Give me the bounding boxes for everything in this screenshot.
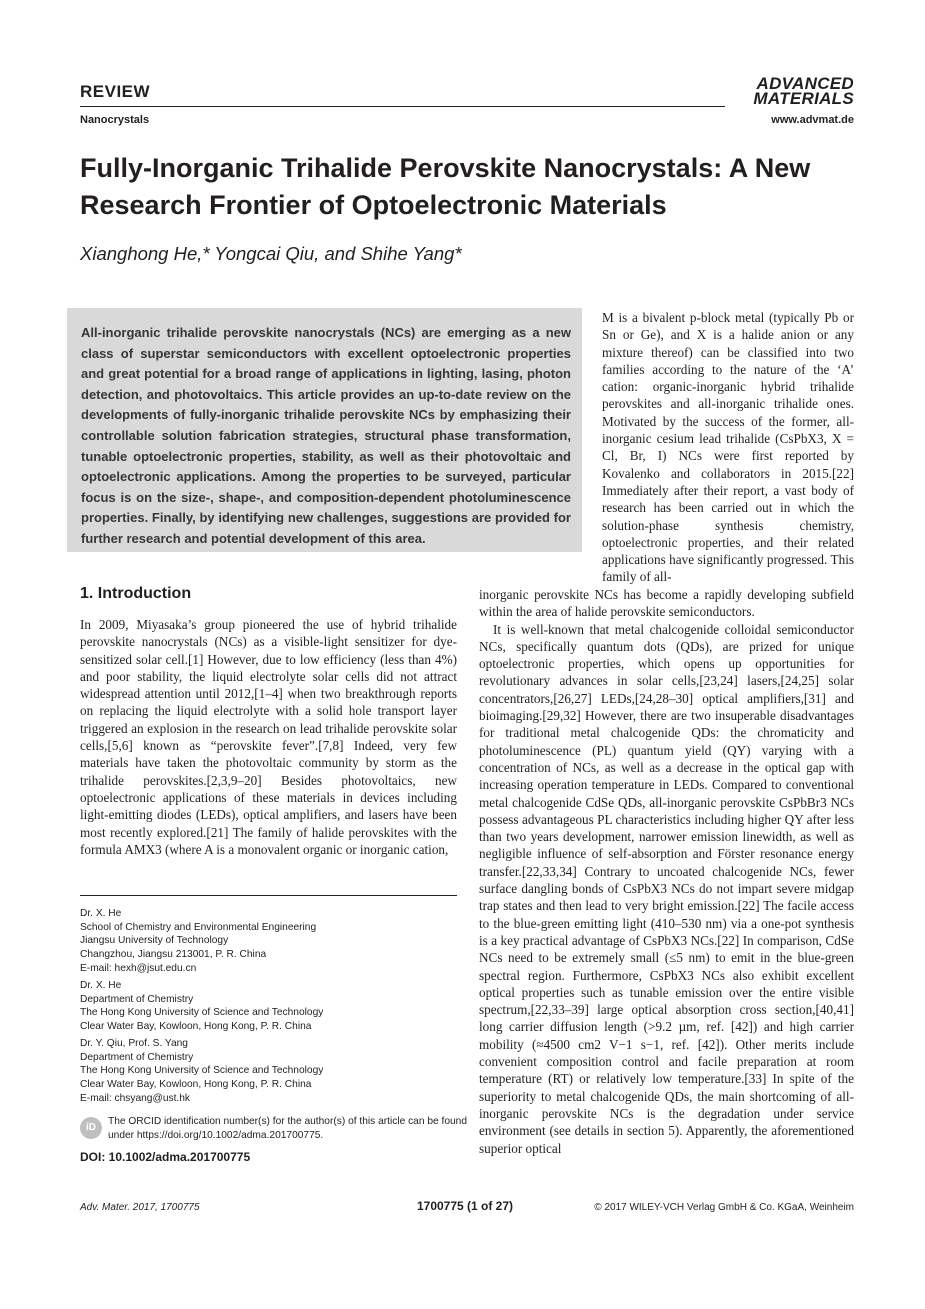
paragraph-chalcogenide-comparison: It is well-known that metal chalcogenide colloidal semiconductor NCs, specifically quantum dots (QDs), are prized for unique optoelectronic properties, which opens up opportunities for revolutionary advances in solar cells,[23,24] lasers,[24,25] solar concentrators,[26,27] LEDs,[24,28–30] optical amplifiers,[31] and bioimaging.[29,32] However, there are two insuperable disadvantages for traditional metal chalcogenide QDs: the chromaticity and photoluminescence (PL) quantum yield (QY) varying with a concentration of NCs, as well as a decrease in the optical gap with increasing operation temperature in LEDs. Compared to conventional metal chalcogenide CdSe QDs, all-inorganic perovskite CsPbBr3 NCs possess advantageous PL characteristics including higher QY after less than two years development, narrower emission linewidth, as well as negligible influence of self-absorption and Förster resonance energy transfer.[22,33,34] Contrary to uncoated chalcogenide NCs, fewer surface dangling bonds of CsPbX3 NCs do not impart severe midgap trap states and then lead to very bright emission.[22] The facile access to the blue-green emitting light (410–530 nm) via a one-pot synthesis is a key practical advantage of CsPbX3 NCs.[22] In comparison, CdSe NCs need to be extremely small (≤5 nm) to emit in the blue-green spectral region. Furthermore, CsPbX3 NCs also exhibit excellent optical properties such as tunable emission over the entire visible spectrum,[22,33–39] large optical absorption cross section,[40,41] long carrier diffusion length (>9.2 µm, ref. [42]) and high carrier mobility (≈4500 cm2 V−1 s−1, ref. [42]). Other merits include convenient composition control and facile preparation at room temperature (RT) or relatively low temperature.[33] In spite of the superiority to metal chalcogenide QDs, the main shortcoming of all-inorganic perovskite NCs is the degradation under service environment (see details in section 5). Apparently, the aforementioned superior optical xyxy=(479,621,854,1156)
affiliation-line: Clear Water Bay, Kowloon, Hong Kong, P. R. China xyxy=(80,1020,312,1032)
journal-logo xyxy=(728,76,854,106)
section-heading-introduction: 1. Introduction xyxy=(80,585,192,602)
affiliation-block xyxy=(80,1037,470,1106)
affiliation-email[interactable]: E-mail: hexh@jsut.edu.cn xyxy=(80,962,197,974)
affiliation-line: Changzhou, Jiangsu 213001, P. R. China xyxy=(80,949,267,961)
logo-line-2: MATERIALS xyxy=(753,89,854,108)
paragraph-introduction: In 2009, Miyasaka’s group pioneered the use of hybrid trihalide perovskite nanocrystals (NCs) as a visible-light sensitizer for dye-sensitized solar cell.[1] However, due to low efficiency (less than 4%) and poor stability, the liquid electrolyte solar cells did not attract widespread attention until 2012,[1–4] when two breakthrough reports on replacing the liquid electrolyte with a solid hole transport layer triggered an explosion in the research on lead trihalide perovskite solar cells,[5,6] known as “perovskite fever”.[7,8] Indeed, very few materials have taken the photovoltaic community by storm as the trihalide perovskites.[2,3,9–20] Besides photovoltaics, new optoelectronic applications of these materials in devices including light-emitting diodes (LEDs), optical amplifiers, and lasers have been most recently explored.[21] The family of halide perovskites with the formula AMX3 (where A is a monovalent organic or inorganic cation, xyxy=(80,617,457,857)
subsection-label: Nanocrystals xyxy=(80,114,150,126)
affiliation-line: Dr. Y. Qiu, Prof. S. Yang xyxy=(80,1037,188,1049)
affiliation-line: Dr. X. He xyxy=(80,979,122,991)
affiliation-block xyxy=(80,979,470,1034)
abstract-text: All-inorganic trihalide perovskite nanocrystals (NCs) are emerging as a new class of superstar semiconductors with excellent optoelectronic properties and great potential for a broad range of applications in lighting, lasing, photon detection, and photovoltaics. This article provides an up-to-date review on the developments of fully-inorganic trihalide perovskite NCs by emphasizing their controllable solution fabrication strategies, structural phase transformation, tunable optoelectronic properties, stability, as well as their photovoltaic and optoelectronic applications. Among the properties to be surveyed, particular focus is on the size-, shape-, and composition-dependent photoluminescence properties. Finally, by identifying new challenges, suggestions are provided for further research and potential development of this area. xyxy=(81,325,571,546)
article-title: Fully-Inorganic Trihalide Perovskite Nanocrystals: A New Research Frontier of Optoelectronic Materials xyxy=(80,153,811,220)
section-label: REVIEW xyxy=(80,82,151,101)
footer-copyright: © 2017 WILEY-VCH Verlag GmbH & Co. KGaA, Weinheim xyxy=(594,1202,854,1213)
affiliations xyxy=(80,907,470,1109)
footer-page-number: 1700775 (1 of 27) xyxy=(416,1199,514,1213)
affiliation-line: The Hong Kong University of Science and Technology xyxy=(80,1065,324,1077)
doi-link[interactable]: DOI: 10.1002/adma.201700775 xyxy=(80,1150,251,1164)
orcid-note: The ORCID identification number(s) for the author(s) of this article can be found under https://doi.org/10.1002/adma.201700775. xyxy=(108,1116,467,1141)
affiliation-block xyxy=(80,907,470,976)
affiliation-line: School of Chemistry and Environmental Engineering xyxy=(80,921,317,933)
affiliation-line: Department of Chemistry xyxy=(80,1051,194,1063)
orcid-icon[interactable]: iD xyxy=(80,1117,102,1139)
right-column-top xyxy=(602,309,854,586)
affiliation-line: Department of Chemistry xyxy=(80,993,194,1005)
affiliation-line: Jiangsu University of Technology xyxy=(80,935,229,947)
paragraph-continuation: inorganic perovskite NCs has become a rapidly developing subfield within the area of halide perovskite semiconductors. xyxy=(479,587,854,620)
right-column-body xyxy=(479,586,854,1157)
author-list: Xianghong He,* Yongcai Qiu, and Shihe Yang* xyxy=(80,243,462,264)
affiliation-line: Clear Water Bay, Kowloon, Hong Kong, P. R. China xyxy=(80,1079,312,1091)
header-rule xyxy=(80,106,725,107)
affiliation-line: The Hong Kong University of Science and Technology xyxy=(80,1007,324,1019)
affiliation-line: Dr. X. He xyxy=(80,908,122,919)
paragraph-cation-families: M is a bivalent p-block metal (typically Pb or Sn or Ge), and X is a halide anion or any mixture thereof) can be classified into two families according to the nature of the ‘A’ cation: organic-inorganic hybrid trihalide perovskites and all-inorganic trihalide ones. Motivated by the success of the former, all-inorganic cesium lead trihalide (CsPbX3, X = Cl, Br, I) NCs were first reported by Kovalenko and collaborators in 2015.[22] Immediately after their report, a vast body of research has been carried out in which the solution-phase synthesis chemistry, optoelectronic properties, and their related applications have significantly progressed. This family of all- xyxy=(602,310,854,585)
logo-line-1: ADVANCED xyxy=(756,74,854,93)
journal-website[interactable]: www.advmat.de xyxy=(771,114,854,126)
affiliation-rule xyxy=(80,895,457,896)
affiliation-email[interactable]: E-mail: chsyang@ust.hk xyxy=(80,1092,190,1104)
left-column-body xyxy=(80,616,457,858)
footer-journal-citation: Adv. Mater. 2017, 1700775 xyxy=(80,1202,200,1213)
